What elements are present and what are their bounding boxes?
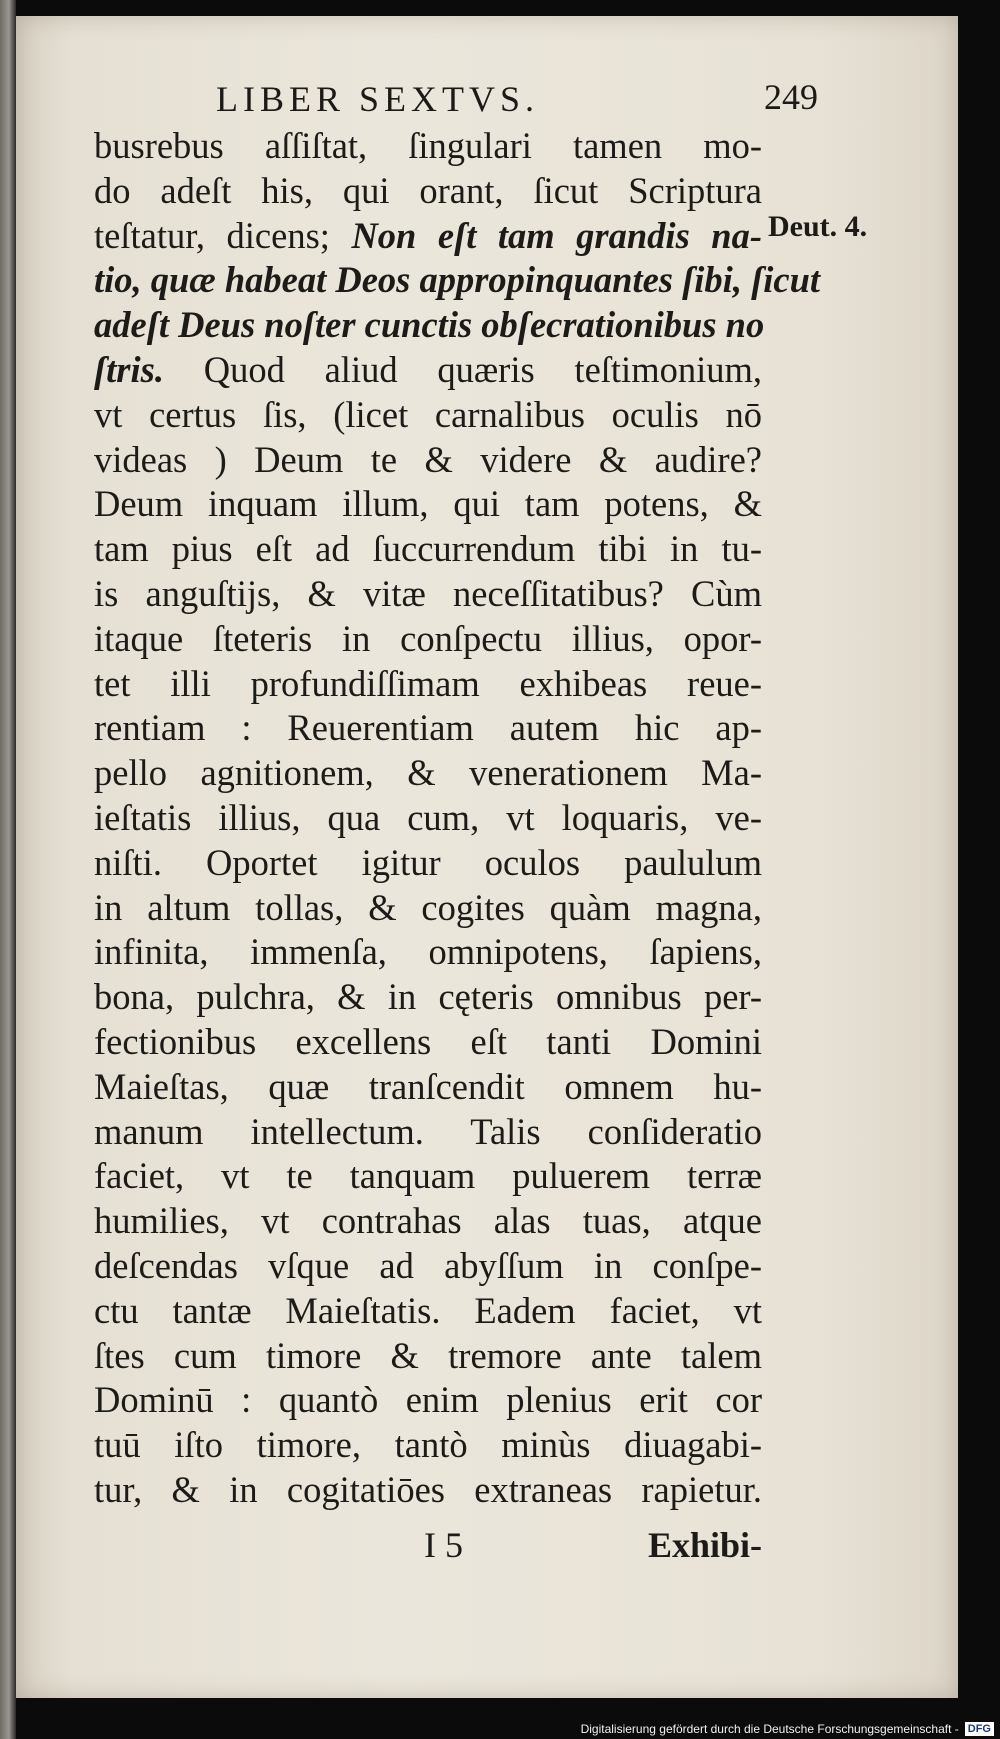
text-segment: videas ) Deum te & videre & audire? [94, 438, 762, 480]
text-segment: in altum tollas, & cogites quàm magna, [94, 886, 762, 928]
text-line [94, 572, 762, 617]
text-segment: rentiam : Reuerentiam autem hic ap- [94, 707, 762, 749]
text-segment: Dominū : quantò enim plenius erit cor [94, 1379, 762, 1421]
text-segment: tam pius eſt ad ſuccurrendum tibi in tu- [94, 528, 762, 570]
italic-quote-segment: ſtris. [94, 348, 164, 390]
text-line [94, 1423, 762, 1468]
text-line [94, 169, 762, 214]
text-segment: deſcendas vſque ad abyſſum in conſpe- [94, 1244, 762, 1286]
text-segment: ieſtatis illius, qua cum, vt loquaris, ve- [94, 796, 762, 838]
text-line [94, 617, 762, 662]
text-segment: manum intellectum. Talis conſideratio [94, 1110, 762, 1152]
text-line [94, 1468, 762, 1513]
text-line [94, 482, 762, 527]
text-segment: teſtatur, dicens; [94, 214, 352, 256]
text-segment: humilies, vt contrahas alas tuas, atque [94, 1200, 762, 1242]
text-line [94, 393, 762, 438]
digitization-credit [581, 1722, 994, 1736]
text-segment: infinita, immenſa, omnipotens, ſapiens, [94, 931, 762, 973]
book-page [16, 16, 958, 1698]
text-line [94, 1154, 762, 1199]
book-edge [0, 0, 16, 1739]
text-line [94, 1244, 762, 1289]
text-line [94, 662, 762, 707]
text-line [94, 706, 762, 751]
running-head: LIBER SEXTVS. [216, 79, 540, 119]
text-segment: itaque ſteteris in conſpectu illius, opor- [94, 617, 762, 659]
text-segment: do adeſt his, qui orant, ſicut Scriptura [94, 169, 762, 211]
text-line [94, 751, 762, 796]
text-line [94, 930, 762, 975]
page-number: 249 [764, 77, 818, 117]
text-line [94, 1110, 762, 1155]
text-line [94, 1020, 762, 1065]
text-segment: Maieſtas, quæ tranſcendit omnem hu- [94, 1065, 762, 1107]
text-segment: tuū iſto timore, tantò minùs diuagabi- [94, 1424, 762, 1466]
text-line [94, 1199, 762, 1244]
text-segment: ctu tantæ Maieſtatis. Eadem faciet, vt [94, 1289, 762, 1331]
italic-quote-segment: adeſt Deus noſter cunctis obſecrationibus no [94, 304, 765, 346]
text-line [94, 1334, 762, 1379]
text-segment: ſtes cum timore & tremore ante talem [94, 1334, 762, 1376]
text-segment: busrebus aſſiſtat, ſingulari tamen mo- [94, 125, 762, 166]
text-segment: vt certus ſis, (licet carnalibus oculis nō [94, 393, 762, 435]
text-line [94, 841, 762, 886]
marginal-note: Deut. 4. [768, 210, 868, 243]
text-line [94, 527, 762, 572]
text-line [94, 258, 821, 303]
text-segment: faciet, vt te tanquam puluerem terræ [94, 1155, 762, 1197]
catchword: Exhibi- [647, 1525, 762, 1565]
text-line [94, 1289, 762, 1334]
dfg-logo: DFG [965, 1722, 994, 1736]
text-line [94, 1378, 762, 1423]
text-segment: fectionibus excellens eſt tanti Domini [94, 1020, 762, 1062]
signature-mark: I 5 [424, 1525, 463, 1565]
text-line [94, 886, 762, 931]
italic-quote-segment: Non eſt tam grandis na- [351, 214, 762, 256]
text-line [94, 796, 762, 841]
text-line [94, 1065, 762, 1110]
text-line [94, 438, 762, 483]
text-segment: is anguſtijs, & vitæ neceſſitatibus? Cùm [94, 572, 762, 614]
text-segment: Deum inquam illum, qui tam potens, & [94, 483, 762, 525]
text-segment: tet illi profundiſſimam exhibeas reue- [94, 662, 762, 704]
text-line [94, 124, 762, 169]
text-segment: tur, & in cogitatiōes extraneas rapietur. [94, 1468, 762, 1510]
text-segment: pello agnitionem, & venerationem Ma- [94, 752, 762, 794]
text-line [94, 975, 762, 1020]
text-segment: bona, pulchra, & in cęteris omnibus per- [94, 976, 762, 1018]
credit-text: Digitalisierung gefördert durch die Deutsche Forschungsgemeinschaft - [580, 1722, 959, 1736]
italic-quote-segment: tio, quæ habeat Deos appropinquantes ſibi, ſicut [94, 259, 821, 301]
text-line [94, 214, 762, 259]
text-line [94, 348, 762, 393]
text-line [94, 303, 765, 348]
text-segment: niſti. Oportet igitur oculos paululum [94, 841, 762, 883]
text-segment: Quod aliud quæris teſtimonium, [163, 348, 762, 390]
